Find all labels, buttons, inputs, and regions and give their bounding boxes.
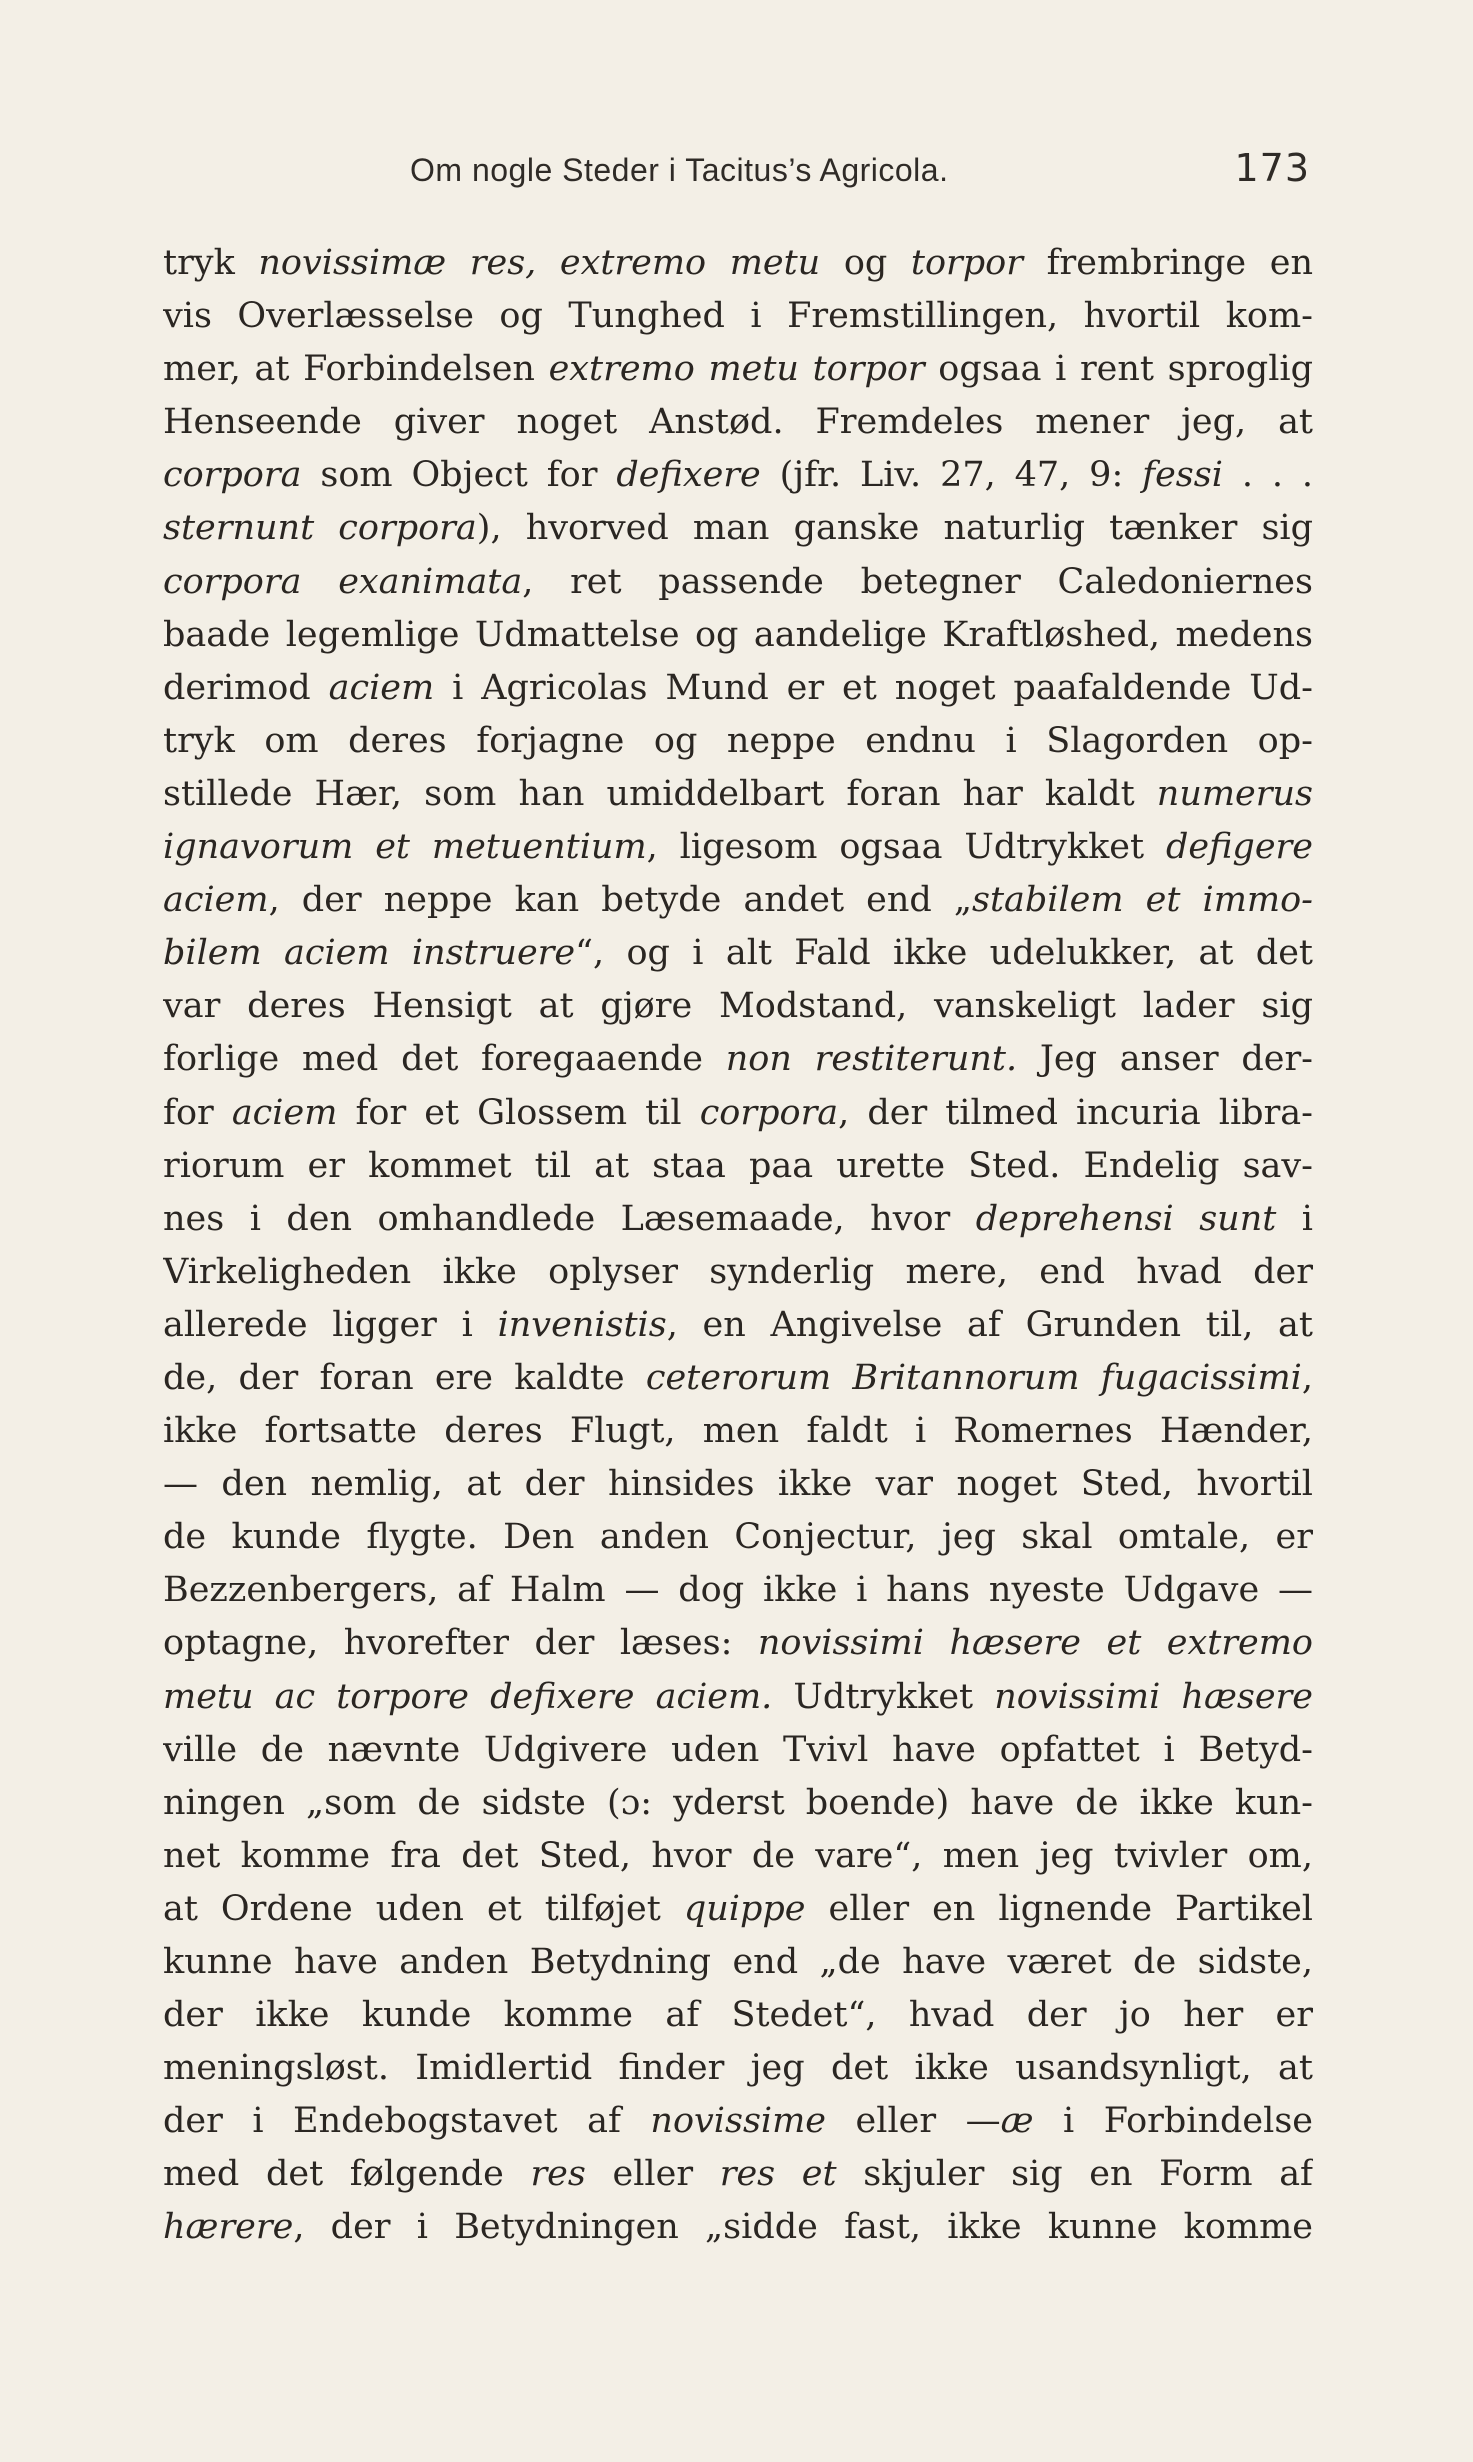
- text-segment: for et Glossem til: [337, 1092, 700, 1133]
- text-segment: for: [163, 1092, 232, 1133]
- text-line: [163, 2148, 1313, 2201]
- italic-segment: sternunt corpora: [163, 508, 477, 549]
- text-segment: at Ordene uden et tilføjet: [163, 1888, 684, 1929]
- italic-segment: quippe: [683, 1888, 806, 1929]
- text-segment: ningen „som de sidste (ɔ: yderst boende) have de ikke kun-: [163, 1782, 1313, 1823]
- text-segment: optagne, hvorefter der læses:: [163, 1623, 758, 1664]
- text-segment: , ret passende betegner Caledoniernes: [522, 561, 1313, 602]
- text-line: [163, 609, 1313, 662]
- text-line: [163, 237, 1313, 290]
- text-segment: ), hvorved man ganske naturlig tænker sig: [476, 508, 1313, 549]
- text-segment: mer, at Forbindelsen: [163, 349, 549, 390]
- italic-segment: aciem: [231, 1092, 338, 1133]
- text-segment: eller: [585, 2154, 720, 2195]
- italic-segment: corpora: [163, 455, 302, 496]
- text-line: [163, 1724, 1313, 1777]
- italic-segment: defigere: [1165, 827, 1313, 868]
- text-segment: allerede ligger i: [163, 1304, 498, 1345]
- italic-segment: deprehensi sunt: [975, 1198, 1277, 1239]
- text-line: [163, 396, 1313, 449]
- text-line: [163, 1033, 1313, 1086]
- text-segment: og: [820, 243, 911, 283]
- text-line: [163, 980, 1313, 1033]
- text-line: [163, 1564, 1313, 1617]
- text-segment: Udtrykket: [772, 1676, 995, 1717]
- italic-segment: novissimi hæsere: [994, 1676, 1313, 1717]
- text-segment: riorum er kommet til at staa paa urette Sted. Endelig sav-: [163, 1145, 1313, 1186]
- text-segment: , ligesom ogsaa Udtrykket: [646, 827, 1166, 868]
- page-number: 173: [1234, 146, 1310, 190]
- text-segment: baade legemlige Udmattelse og aandelige Kraftløshed, medens: [163, 614, 1313, 655]
- text-segment: forlige med det foregaaende: [163, 1039, 726, 1080]
- text-segment: . . .: [1222, 455, 1313, 496]
- italic-segment: æ: [1000, 2101, 1034, 2142]
- italic-segment: ceterorum Britannorum fugacissimi: [645, 1357, 1302, 1398]
- italic-segment: fessi: [1142, 455, 1223, 496]
- text-segment: stillede Hær, som han umiddelbart foran har kaldt: [163, 773, 1157, 814]
- italic-segment: aciem: [328, 667, 435, 708]
- text-segment: tryk om deres forjagne og neppe endnu i Slagorden op-: [163, 720, 1313, 761]
- running-header: [410, 142, 1310, 202]
- text-segment: de kunde flygte. Den anden Conjectur, jeg skal omtale, er: [163, 1517, 1313, 1558]
- running-title: Om nogle Steder i Tacitus’s Agricola.: [410, 152, 949, 188]
- text-segment: nes i den omhandlede Læsemaade, hvor: [163, 1198, 976, 1239]
- text-line: [163, 1299, 1313, 1352]
- text-segment: , der neppe kan betyde andet end „: [268, 880, 972, 921]
- italic-segment: corpora exanimata: [163, 561, 523, 602]
- text-segment: skjuler sig en Form af: [836, 2154, 1313, 2195]
- text-line: [163, 2042, 1313, 2095]
- text-segment: meningsløst. Imidlertid finder jeg det ikke usandsynligt, at: [163, 2048, 1313, 2089]
- text-segment: Bezzenbergers, af Halm — dog ikke i hans nyeste Udgave —: [163, 1570, 1313, 1611]
- text-segment: der ikke kunde komme af Stedet“, hvad der jo her er: [163, 1995, 1313, 2036]
- text-line: [163, 662, 1313, 715]
- text-line: [163, 1617, 1313, 1670]
- text-segment: , en Angivelse af Grunden til, at: [666, 1304, 1313, 1345]
- text-segment: ville de nævnte Udgivere uden Tvivl have opfattet i Betyd-: [163, 1729, 1313, 1770]
- text-segment: i: [1276, 1198, 1313, 1239]
- text-line: [163, 1352, 1313, 1405]
- italic-segment: defixere: [616, 455, 761, 496]
- text-segment: tryk: [163, 243, 259, 283]
- text-segment: , der tilmed incuria libra-: [838, 1092, 1313, 1133]
- text-segment: derimod: [163, 667, 329, 708]
- text-segment: frembringe en: [1022, 243, 1313, 283]
- text-segment: ogsaa i rent sproglig: [924, 349, 1313, 390]
- text-segment: Jeg anser der-: [1017, 1039, 1313, 1080]
- text-segment: kunne have anden Betydning end „de have været de sidste,: [163, 1942, 1313, 1982]
- italic-segment: novissimæ res, extremo metu: [258, 243, 821, 283]
- text-segment: de, der foran ere kaldte: [163, 1357, 646, 1398]
- text-line: [163, 1087, 1313, 1140]
- italic-segment: torpor: [910, 243, 1023, 283]
- text-line: [163, 2095, 1313, 2148]
- text-segment: net komme fra det Sted, hvor de vare“, men jeg tvivler om,: [163, 1835, 1313, 1876]
- text-line: [163, 768, 1313, 821]
- text-line: [163, 2201, 1313, 2254]
- text-line: [163, 1458, 1313, 1511]
- italic-segment: corpora: [699, 1092, 839, 1133]
- italic-segment: res: [530, 2154, 586, 2195]
- text-segment: der i Endebogstavet af: [163, 2101, 651, 2142]
- text-line: [163, 821, 1313, 874]
- text-line: [163, 556, 1313, 609]
- text-segment: var deres Hensigt at gjøre Modstand, vanskeligt lader sig: [163, 986, 1313, 1027]
- text-line: [163, 1193, 1313, 1246]
- text-line: [163, 502, 1313, 555]
- text-segment: i Forbindelse: [1033, 2101, 1313, 2142]
- text-segment: , der i Betydningen „sidde fast, ikke kunne komme: [293, 2207, 1313, 2248]
- text-segment: i Agricolas Mund er et noget paafaldende Ud-: [434, 667, 1313, 708]
- italic-segment: non restiterunt.: [725, 1039, 1018, 1080]
- text-line: [163, 1989, 1313, 2042]
- italic-segment: extremo metu torpor: [548, 349, 925, 390]
- text-segment: “, og i alt Fald ikke udelukker, at det: [575, 933, 1313, 974]
- body-text: [163, 237, 1313, 2255]
- text-segment: Henseende giver noget Anstød. Fremdeles mener jeg, at: [163, 402, 1313, 443]
- text-line: [163, 1883, 1313, 1936]
- text-line: [163, 1671, 1313, 1724]
- italic-segment: res et: [719, 2154, 837, 2195]
- italic-segment: bilem aciem instruere: [163, 933, 576, 974]
- text-segment: eller en lignende Partikel: [805, 1888, 1313, 1929]
- text-line: [163, 927, 1313, 980]
- text-line: [163, 1246, 1313, 1299]
- italic-segment: stabilem et immo-: [972, 880, 1313, 921]
- text-segment: ,: [1301, 1357, 1313, 1398]
- italic-segment: novissimi hæsere et extremo: [757, 1623, 1313, 1664]
- text-line: [163, 1830, 1313, 1883]
- text-segment: (jfr. Liv. 27, 47, 9:: [760, 455, 1143, 496]
- text-segment: — den nemlig, at der hinsides ikke var noget Sted, hvortil: [163, 1464, 1313, 1505]
- text-segment: eller —: [826, 2101, 1001, 2142]
- text-line: [163, 1405, 1313, 1458]
- italic-segment: hærere: [163, 2207, 294, 2248]
- italic-segment: aciem: [163, 880, 269, 921]
- italic-segment: numerus: [1156, 773, 1313, 814]
- text-segment: med det følgende: [163, 2154, 531, 2195]
- text-line: [163, 874, 1313, 927]
- italic-segment: invenistis: [497, 1304, 667, 1345]
- text-line: [163, 1936, 1313, 1989]
- text-line: [163, 343, 1313, 396]
- text-segment: vis Overlæsselse og Tunghed i Fremstillingen, hvortil kom-: [163, 296, 1313, 337]
- text-line: [163, 1140, 1313, 1193]
- text-line: [163, 1777, 1313, 1830]
- italic-segment: ignavorum et metuentium: [163, 827, 647, 868]
- text-segment: som Object for: [301, 455, 617, 496]
- text-line: [163, 290, 1313, 343]
- italic-segment: novissime: [650, 2101, 827, 2142]
- text-segment: ikke fortsatte deres Flugt, men faldt i Romernes Hænder,: [163, 1411, 1313, 1452]
- text-line: [163, 1511, 1313, 1564]
- text-segment: Virkeligheden ikke oplyser synderlig mere, end hvad der: [163, 1251, 1313, 1292]
- text-line: [163, 715, 1313, 768]
- text-line: [163, 449, 1313, 502]
- italic-segment: metu ac torpore defixere aciem.: [163, 1676, 773, 1717]
